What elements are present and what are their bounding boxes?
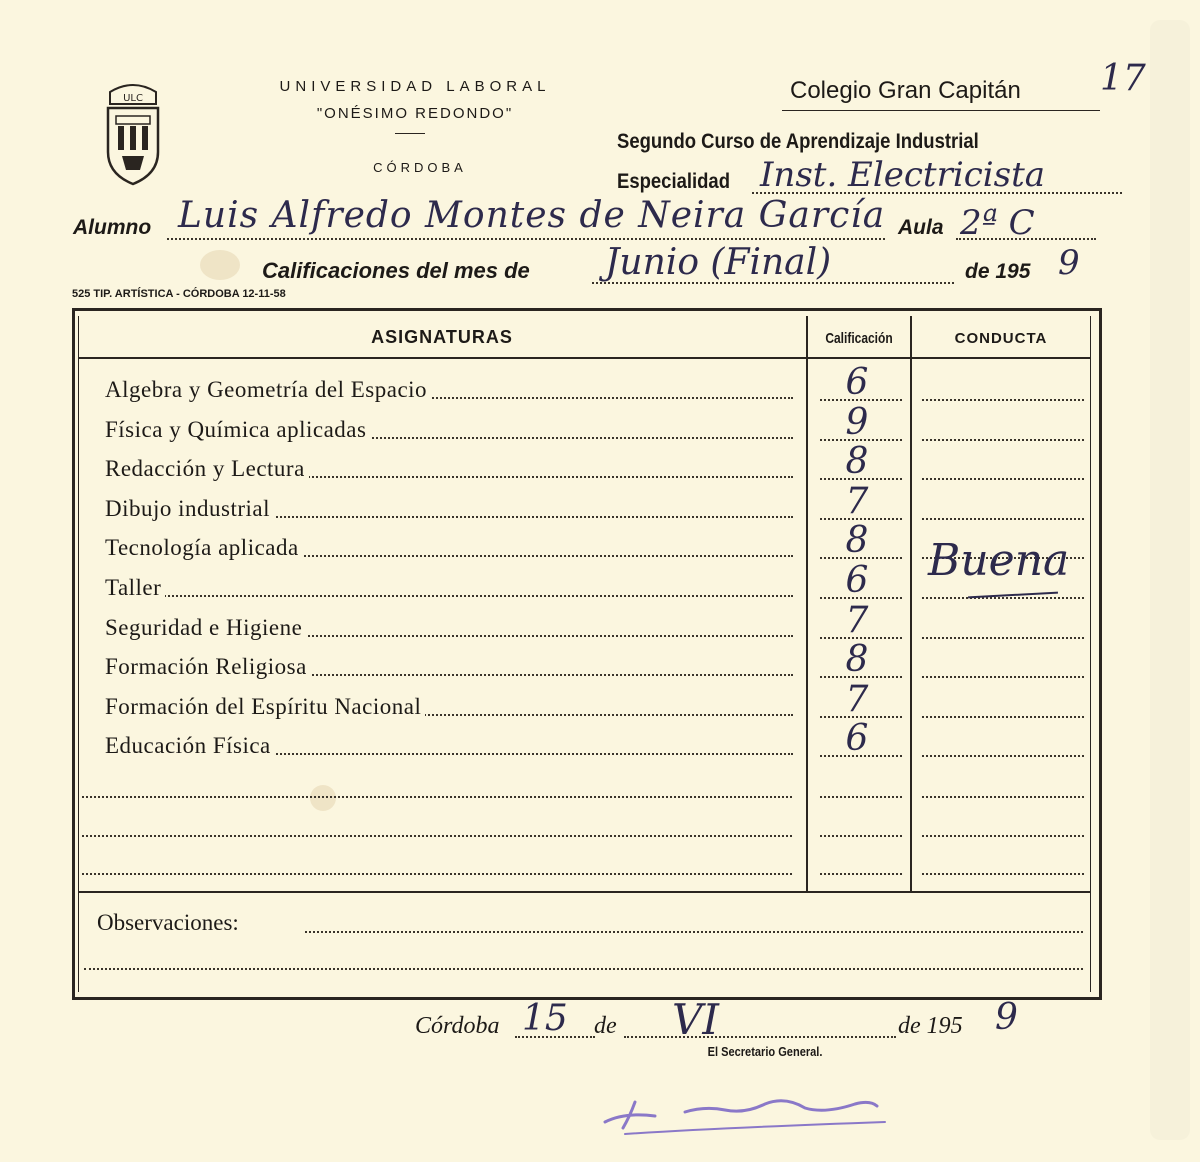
- blank-row-line: [82, 873, 792, 875]
- blank-conduct-line: [922, 873, 1084, 875]
- grade-column-right-rule: [910, 316, 912, 891]
- grade-value: 6: [845, 362, 869, 403]
- footer-day-line: [515, 1036, 595, 1038]
- student-label: Alumno: [73, 216, 152, 239]
- grade-value: 7: [845, 679, 869, 720]
- course-title: Segundo Curso de Aprendizaje Industrial: [617, 130, 979, 153]
- city-name: CÓRDOBA: [373, 160, 467, 175]
- university-subtitle: "ONÉSIMO REDONDO": [316, 105, 514, 122]
- grade-value: 7: [845, 600, 869, 641]
- grade-value: 8: [845, 520, 869, 561]
- conduct-dotted-line: [922, 478, 1084, 480]
- subject-name: Educación Física: [105, 733, 275, 759]
- subject-name: Taller: [105, 575, 165, 601]
- period-month: Junio (Final): [605, 242, 832, 283]
- footer-day: 15: [522, 998, 568, 1039]
- printer-mark: 525 TIP. ARTÍSTICA - CÓRDOBA 12-11-58: [72, 288, 286, 300]
- period-year-digit: 9: [1058, 243, 1080, 283]
- subject-name: Formación del Espíritu Nacional: [105, 694, 425, 720]
- header-divider: [395, 133, 425, 134]
- grade-value: 6: [845, 560, 869, 601]
- conduct-value: Buena: [928, 535, 1070, 586]
- footer-month: VI: [672, 995, 719, 1044]
- conduct-dotted-line: [922, 637, 1084, 639]
- footer-place: Córdoba: [415, 1013, 500, 1039]
- grade-value: 7: [845, 481, 869, 522]
- blank-grade-line: [820, 835, 902, 837]
- conduct-dotted-line: [922, 518, 1084, 520]
- grade-value: 9: [845, 402, 869, 443]
- footer-year-digit: 9: [995, 997, 1018, 1038]
- footer-year-prefix: de 195: [898, 1013, 963, 1039]
- grade-value: 6: [845, 718, 869, 759]
- table-bottom-rule: [78, 891, 1090, 893]
- observations-line-2: [84, 968, 1083, 970]
- student-name: Luis Alfredo Montes de Neira García: [178, 195, 886, 236]
- subject-name: Tecnología aplicada: [105, 535, 303, 561]
- subject-name: Seguridad e Higiene: [105, 615, 306, 641]
- specialty-label: Especialidad: [617, 170, 730, 193]
- paper-stain: [200, 250, 240, 280]
- blank-grade-line: [820, 873, 902, 875]
- specialty-value: Inst. Electricista: [760, 155, 1045, 195]
- period-year-prefix: de 195: [965, 260, 1031, 283]
- university-crest-logo: [102, 82, 164, 188]
- subject-name: Dibujo industrial: [105, 496, 274, 522]
- grade-value: 8: [845, 639, 869, 680]
- classroom-value: 2ª C: [960, 203, 1035, 243]
- university-name: UNIVERSIDAD LABORAL: [279, 78, 551, 95]
- footer-month-line: [624, 1036, 896, 1038]
- blank-row-line: [82, 796, 792, 798]
- subject-name: Física y Química aplicadas: [105, 417, 370, 443]
- conduct-dotted-line: [922, 597, 1084, 599]
- observations-line-1: [305, 931, 1083, 933]
- subject-dotted-line: [105, 595, 793, 597]
- grade-column-header: Calificación: [825, 330, 893, 347]
- classroom-label: Aula: [898, 216, 944, 239]
- subject-name: Formación Religiosa: [105, 654, 311, 680]
- table-inner-right-rule: [1090, 316, 1091, 992]
- subjects-column-header: ASIGNATURAS: [371, 327, 513, 347]
- grade-column-left-rule: [806, 316, 808, 891]
- observations-label: Observaciones:: [97, 910, 239, 935]
- table-inner-left-rule: [78, 316, 79, 992]
- college-underline: [782, 110, 1100, 111]
- college-name: Colegio Gran Capitán: [790, 77, 1021, 104]
- svg-text:ULC: ULC: [123, 93, 143, 104]
- conduct-dotted-line: [922, 439, 1084, 441]
- conduct-dotted-line: [922, 716, 1084, 718]
- paper-fold: [1150, 20, 1190, 1140]
- conduct-dotted-line: [922, 676, 1084, 678]
- college-number: 17: [1100, 58, 1146, 99]
- footer-de: de: [594, 1013, 617, 1039]
- student-dotted-line: [167, 238, 885, 240]
- blank-conduct-line: [922, 835, 1084, 837]
- blank-row-line: [82, 835, 792, 837]
- subject-name: Algebra y Geometría del Espacio: [105, 377, 431, 403]
- secretary-signature: [595, 1082, 895, 1142]
- table-header-rule: [78, 357, 1090, 359]
- conduct-dotted-line: [922, 399, 1084, 401]
- period-label: Calificaciones del mes de: [262, 258, 530, 283]
- blank-conduct-line: [922, 796, 1084, 798]
- grade-value: 8: [845, 441, 869, 482]
- secretary-title: El Secretario General.: [707, 1044, 823, 1059]
- conduct-dotted-line: [922, 755, 1084, 757]
- subject-name: Redacción y Lectura: [105, 456, 309, 482]
- conduct-column-header: CONDUCTA: [954, 330, 1048, 347]
- blank-grade-line: [820, 796, 902, 798]
